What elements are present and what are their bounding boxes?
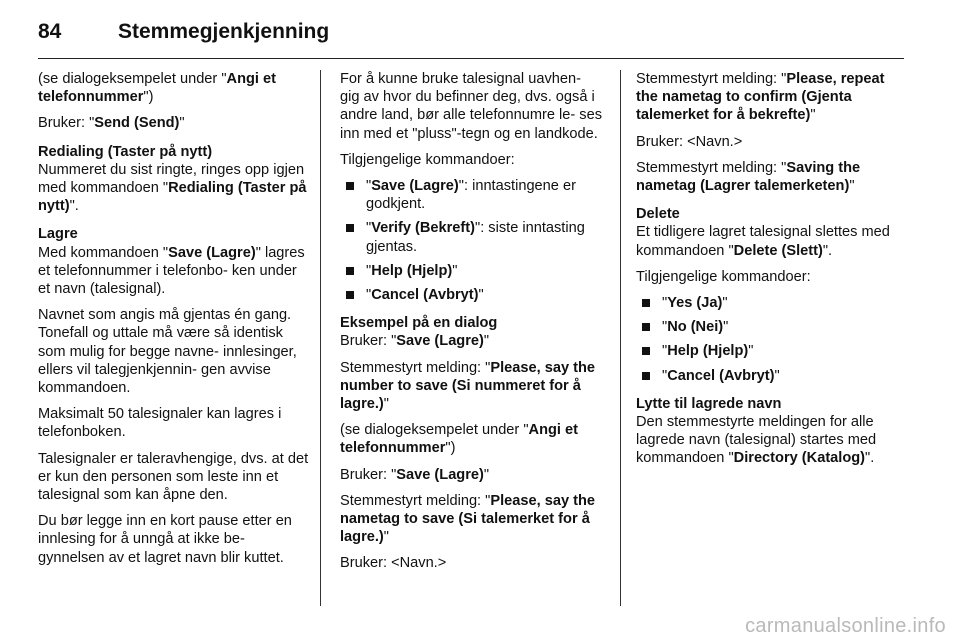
text-run: "): [143, 89, 154, 106]
text-run: Stemmestyrt melding: ": [636, 159, 787, 176]
paragraph: [38, 306, 310, 397]
text-run: ": [478, 287, 484, 304]
paragraph: [340, 421, 604, 457]
text-run: Nummeret du sist ringte, ringes opp igjen med kommandoen ": [38, 161, 305, 197]
text-run: ": [483, 333, 490, 350]
bold-text: Redialing (Taster på nytt): [38, 180, 307, 215]
bold-text: Verify (Bekreft): [371, 220, 476, 237]
bold-text: Save (Lagre): [396, 333, 484, 350]
text-run: ": [366, 178, 372, 195]
bold-text: Help (Hjelp): [371, 262, 453, 279]
section-heading: [38, 225, 310, 243]
section-heading-text: Eksempel på en dialog: [340, 315, 498, 332]
command-list-item: [340, 177, 604, 213]
square-bullet-icon: [346, 267, 354, 275]
text-run: (se dialogeksempelet under ": [38, 71, 227, 87]
text-run: ": [748, 343, 754, 360]
bold-text: Cancel (Avbryt): [667, 367, 775, 384]
column-divider: [320, 70, 321, 606]
text-run: ": [662, 367, 668, 384]
bold-text: Please, say the nametag to save (Si talemerket for å lagre.): [340, 492, 596, 546]
text-run: " lagres et telefonnummer i telefonbo- ken under et navn (talesignal).: [38, 244, 305, 298]
text-run: Bruker: ": [340, 333, 397, 350]
text-run: ": [383, 396, 389, 413]
text-run: ": [722, 295, 728, 312]
text-run: "): [445, 440, 456, 457]
section-heading: [340, 314, 604, 332]
text-run: ": [774, 367, 780, 384]
paragraph: [340, 554, 604, 572]
text-run: Den stemmestyrte meldingen for alle lagrede navn (talesignal) startes med kommandoen ": [636, 414, 877, 467]
square-bullet-icon: [642, 299, 650, 307]
text-run: For å kunne bruke talesignal uavhen- gig av hvor du befinner deg, dvs. også i andre land, bør alle telefonnumre le- ses inn med et "pluss"-tegn og en landkode.: [340, 71, 603, 142]
bold-text: Delete (Slett): [733, 242, 823, 259]
text-run: (se dialogeksempelet under ": [340, 422, 529, 439]
text-run: Bruker: ": [340, 466, 397, 483]
text-run: ": [366, 287, 372, 304]
command-list-item: [636, 318, 904, 336]
section-heading-text: Lytte til lagrede navn: [636, 395, 782, 412]
section-heading-text: Redialing (Taster på nytt): [38, 143, 213, 160]
command-list-item: [340, 286, 604, 304]
column-divider: [620, 70, 621, 606]
text-run: Navnet som angis må gjentas én gang. Tonefall og uttale må være så identisk som mulig for begge navne- innlesinger, ellers vil talegjenkjennin- gen avvise kommandoen.: [38, 307, 297, 397]
text-run: ": [452, 262, 458, 279]
paragraph: [340, 466, 604, 484]
text-run: ": [483, 466, 490, 483]
section-heading: [636, 395, 904, 413]
page-header: [38, 16, 904, 56]
bold-text: Yes (Ja): [667, 295, 723, 312]
paragraph: [636, 159, 904, 195]
paragraph: [636, 70, 904, 125]
text-run: Stemmestyrt melding: ": [340, 492, 491, 509]
text-run: ": inntastingene er godkjent.: [366, 178, 576, 213]
bold-text: Angi et telefonnummer: [38, 71, 276, 106]
bold-text: Angi et telefonnummer: [340, 422, 578, 457]
bold-text: Please, say the number to save (Si nummeret for å lagre.): [340, 359, 596, 413]
paragraph: [38, 114, 310, 132]
text-run: Tilgjengelige kommandoer:: [636, 268, 811, 285]
paragraph: [340, 70, 604, 143]
text-run: ": [810, 107, 816, 124]
paragraph: [636, 413, 904, 468]
page-title: Stemmegjenkjenning: [118, 20, 330, 43]
header-rule: [38, 58, 904, 59]
paragraph: [340, 359, 604, 414]
text-run: ": [179, 115, 185, 132]
text-run: ": [383, 529, 389, 546]
bold-text: No (Nei): [667, 319, 724, 336]
command-list: [636, 294, 904, 385]
square-bullet-icon: [642, 323, 650, 331]
paragraph: [38, 70, 310, 106]
square-bullet-icon: [346, 224, 354, 232]
text-run: Bruker: <Navn.>: [340, 555, 447, 572]
paragraph: [340, 151, 604, 169]
bold-text: Save (Lagre): [396, 466, 484, 483]
paragraph: [340, 492, 604, 547]
text-run: ": [366, 262, 372, 279]
text-run: Stemmestyrt melding: ": [340, 359, 491, 376]
command-list-item: [636, 342, 904, 360]
paragraph: [636, 268, 904, 286]
text-run: Bruker: <Navn.>: [636, 133, 743, 150]
text-run: ": [662, 343, 668, 360]
paragraph: [38, 405, 310, 441]
bold-text: Please, repeat the nametag to confirm (Gjenta talemerket for å bekrefte): [636, 71, 885, 124]
bold-text: Cancel (Avbryt): [371, 287, 479, 304]
watermark: carmanualsonline.info: [745, 615, 946, 637]
bold-text: Saving the nametag (Lagrer talemerketen): [636, 159, 861, 195]
text-run: ".: [822, 242, 833, 259]
square-bullet-icon: [642, 347, 650, 355]
square-bullet-icon: [642, 372, 650, 380]
text-run: ": [662, 295, 668, 312]
page-number: 84: [38, 20, 62, 43]
column-middle: [340, 70, 604, 581]
bold-text: Directory (Katalog): [733, 450, 866, 467]
column-left: [38, 70, 310, 575]
text-run: Stemmestyrt melding: ": [636, 71, 787, 87]
text-run: Bruker: ": [38, 115, 95, 132]
paragraph: [38, 244, 310, 299]
text-run: Med kommandoen ": [38, 244, 169, 261]
text-run: ": siste inntasting gjentas.: [366, 220, 585, 255]
section-heading-text: Delete: [636, 206, 680, 223]
square-bullet-icon: [346, 182, 354, 190]
text-run: Talesignaler er taleravhengige, dvs. at det er kun den personen som leste inn et talesignal som kan åpne den.: [38, 450, 309, 504]
section-heading-text: Lagre: [38, 226, 78, 243]
column-right: [636, 70, 904, 476]
text-run: ": [662, 319, 668, 336]
text-run: ": [723, 319, 729, 336]
paragraph: [636, 223, 904, 259]
text-run: ".: [69, 198, 79, 215]
paragraph: [38, 512, 310, 567]
text-run: Maksimalt 50 talesignaler kan lagres i telefonboken.: [38, 406, 282, 441]
bold-text: Send (Send): [94, 115, 180, 132]
square-bullet-icon: [346, 291, 354, 299]
text-run: Du bør legge inn en kort pause etter en innlesing for å unngå at ikke be- gynnelsen av et lagret navn blir kuttet.: [38, 513, 292, 566]
command-list-item: [340, 219, 604, 255]
section-heading: [38, 143, 310, 161]
section-heading: [636, 205, 904, 223]
bold-text: Save (Lagre): [371, 178, 459, 195]
command-list-item: [636, 367, 904, 385]
paragraph: [38, 161, 310, 216]
text-run: ": [849, 178, 855, 195]
paragraph: [38, 450, 310, 505]
text-run: Tilgjengelige kommandoer:: [340, 151, 515, 168]
paragraph: [636, 133, 904, 151]
command-list-item: [636, 294, 904, 312]
text-run: ": [366, 220, 372, 237]
text-run: ".: [865, 450, 875, 467]
text-run: Et tidligere lagret talesignal slettes med kommandoen ": [636, 224, 890, 259]
bold-text: Help (Hjelp): [667, 343, 749, 360]
command-list: [340, 177, 604, 304]
paragraph: [340, 332, 604, 350]
bold-text: Save (Lagre): [168, 244, 256, 261]
command-list-item: [340, 262, 604, 280]
